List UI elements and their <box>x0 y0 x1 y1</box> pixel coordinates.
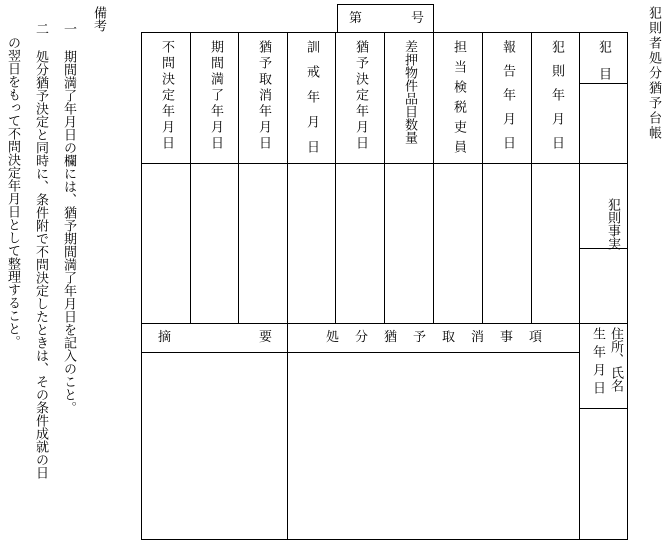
header-defer-cancel-date: 猶予取消年月日 <box>256 40 271 152</box>
note-2-num: 二 <box>33 22 48 35</box>
header-no-question-date: 不問決定年月日 <box>159 40 174 152</box>
note-3-text: の翌日をもって不問決定年月日として整理すること。 <box>5 36 20 348</box>
header-defer-expiry-date: 期間満了年月日 <box>208 40 223 152</box>
header-seized-goods: 差押物件品目数量 <box>402 40 417 144</box>
number-box-dai: 第 <box>349 11 363 26</box>
header-defer-decision-date: 猶予決定年月日 <box>353 40 368 152</box>
header-report-date: 報告年月日 <box>500 40 515 160</box>
label-cancel-items: 処分猶予取消事項 <box>326 330 559 345</box>
note-2-text: 処分猶予決定と同時に、条件附で不問決定したときは、その条件成就の日 <box>33 50 48 479</box>
header-officer: 担当検税吏員 <box>451 40 466 160</box>
notes-heading: 備考 <box>91 6 106 32</box>
label-hansoku-jijitsu: 犯則事実 <box>605 198 620 250</box>
header-hansoku-moku: 犯目 <box>596 40 611 94</box>
header-hansoku-date: 犯則年月日 <box>549 40 564 160</box>
number-box-go: 号 <box>411 11 425 26</box>
label-tekiyo: 摘要 <box>158 330 361 345</box>
ledger-title: 犯則者処分猶予台帳 <box>646 6 661 141</box>
header-caution-date: 訓戒年月日 <box>304 40 319 165</box>
note-1-text: 期間満了年月日の欄には、猶予期間満了年月日を記入のこと。 <box>61 50 76 414</box>
note-1-num: 一 <box>61 22 76 35</box>
label-jusho-shimei: 住所、氏名 <box>608 327 623 392</box>
label-seinengappi: 生年月日 <box>590 327 605 399</box>
